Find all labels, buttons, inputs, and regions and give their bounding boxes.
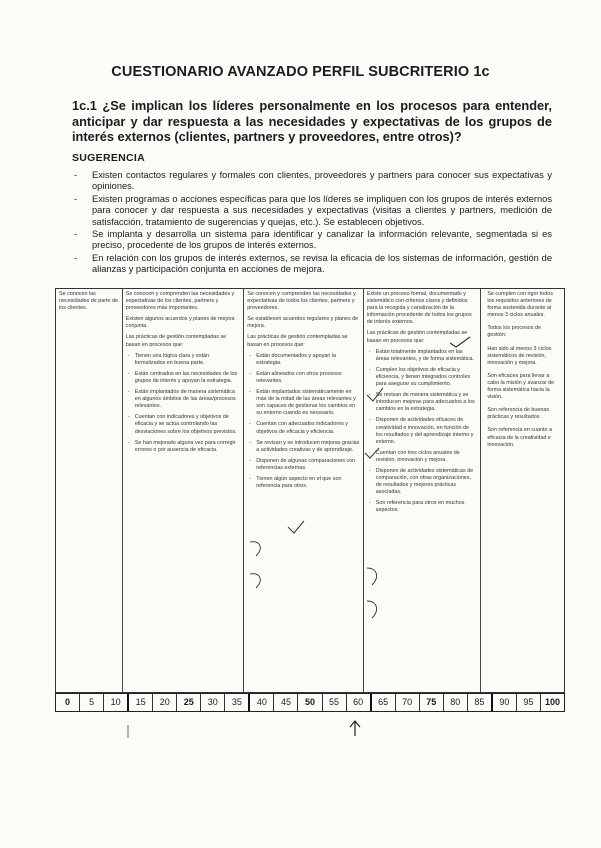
handwritten-check-icon xyxy=(448,335,472,349)
score-cell[interactable]: 90 xyxy=(493,694,517,711)
handwritten-check-icon xyxy=(365,385,385,405)
column-paragraph: Todos los procesos de gestión: xyxy=(487,325,541,339)
score-cell[interactable]: 85 xyxy=(468,694,493,711)
column-list-item: - Cuentan con indicadores y objetivos de eficacia y se actúa controlando las desviaciones sobre los objetivos previstos. xyxy=(126,414,241,435)
score-cell[interactable]: 95 xyxy=(517,694,541,711)
level-column-5 xyxy=(481,289,564,692)
suggestion-heading: SUGERENCIA xyxy=(72,152,146,164)
score-cell[interactable]: 35 xyxy=(225,694,250,711)
score-cell[interactable]: 70 xyxy=(396,694,420,711)
level-column-4 xyxy=(364,289,482,692)
level-column-1 xyxy=(56,289,123,692)
suggestion-item: - Se implanta y desarrolla un sistema para identificar y canalizar la información relevante, segmentada si es preciso, procedente de los grupos de interés externos. xyxy=(74,229,552,251)
handwritten-circle-icon xyxy=(364,565,382,587)
column-paragraph: Las prácticas de gestión contempladas se basan en procesos que: xyxy=(366,330,468,344)
question-text: 1c.1 ¿Se implican los líderes personalmente en los procesos para entender, anticipar y dar respuesta a las necesidades y expectativas de los grupos de interés externos (clientes, partners y proveedores, entre otros)? xyxy=(72,98,552,144)
suggestion-item: - En relación con los grupos de interés externos, se revisa la eficacia de los sistemas de información, gestión de alianzas y participación conjunta en acciones de mejora. xyxy=(74,252,552,275)
column-paragraph: Se establecen acuerdos regulares y planes de mejora. xyxy=(247,316,359,330)
column-list-item: - Tienen una lógica clara y están formalizados en buena parte. xyxy=(126,353,241,367)
handwritten-circle-icon xyxy=(246,570,266,590)
score-cell[interactable]: 30 xyxy=(201,694,225,711)
column-paragraph: Las prácticas de gestión contempladas se basan en procesos que: xyxy=(247,334,348,348)
column-item-list xyxy=(126,353,241,454)
score-cell[interactable]: 40 xyxy=(250,694,274,711)
handwritten-circle-icon xyxy=(246,538,266,560)
column-paragraph: Se conocen y comprenden las necesidades y expectativas de los clientes, partners y proveedores más importantes. xyxy=(125,291,235,312)
column-paragraph: Se cumplen con rigor todos los requisitos anteriores de forma sostenida durante al menos 3 ciclos anuales. xyxy=(487,291,553,319)
column-list-item: - Están implantados sistemáticamente en más de la mitad de las áreas relevantes y son capaces de gestionar los cambios en su entorno cuando es necesario. xyxy=(247,389,360,417)
suggestion-list xyxy=(72,170,552,277)
column-list-item: - Están totalmente implantados en las áreas relevantes, y de forma sistemática. xyxy=(367,349,478,363)
score-cell[interactable]: 0 xyxy=(56,694,80,711)
score-cell[interactable]: 75 xyxy=(420,694,444,711)
arrow-up-icon xyxy=(347,719,363,737)
column-item-list xyxy=(247,353,360,491)
column-paragraph: Las prácticas de gestión contempladas se basan en procesos que: xyxy=(125,334,227,348)
column-list-item: - Cumplen los objetivos de eficacia y eficiencia, y tienen integrados controles para asegurar su cumplimiento. xyxy=(367,367,478,388)
level-column-2 xyxy=(123,289,245,692)
column-list-item: - Cuentan con tres ciclos anuales de revisión, innovación y mejora. xyxy=(367,450,478,464)
column-list-item: - Disponen de algunas comparaciones con referencias externas. xyxy=(247,458,360,472)
handwritten-check-icon xyxy=(363,445,381,461)
suggestion-item: - Existen programas o acciones específicas para que los líderes se impliquen con los grupos de interés externos para conocer y dar respuesta a sus necesidades y expectativas (visitas a clientes y partners, medición de satisfacción, tratamiento de sugerencias y quejas, etc.). Se establecen objetivos. xyxy=(74,193,552,227)
score-cell[interactable]: 20 xyxy=(153,694,177,711)
column-item-list xyxy=(367,349,478,515)
column-list-item: - Son referencia para otros en muchos aspectos. xyxy=(367,500,478,514)
maturity-grid xyxy=(55,288,565,693)
document-title: CUESTIONARIO AVANZADO PERFIL SUBCRITERIO 1c xyxy=(111,64,490,80)
column-list-item: - Se revisan de manera sistemática y se introducen mejoras para adecuarlos a los cambios en la estrategia. xyxy=(367,392,478,413)
column-list-item: - Están implantados de manera sistemática en algunos ámbitos de las áreas/procesos relevantes. xyxy=(126,389,241,410)
column-list-item: - Se revisan y se introducen mejoras gracias a actividades creativas y de aprendizaje. xyxy=(247,440,360,454)
score-cell[interactable]: 65 xyxy=(372,694,396,711)
column-list-item: - Están centrados en las necesidades de los grupos de interés y apoyan la estrategia. xyxy=(126,371,241,385)
score-cell[interactable]: 45 xyxy=(274,694,298,711)
column-paragraph: Se conocen las necesidades de parte de los clientes. xyxy=(59,291,119,312)
score-cell[interactable]: 10 xyxy=(104,694,129,711)
column-paragraph: Son referencia en cuanto a eficacia de la creatividad e innovación. xyxy=(487,427,553,448)
score-cell[interactable]: 25 xyxy=(177,694,201,711)
column-paragraph: Existen algunos acuerdos y planes de mejora conjunta. xyxy=(125,316,235,330)
column-paragraph: Han sido al menos 3 ciclos sistemáticos de revisión, innovación y mejora. xyxy=(487,345,552,366)
handwritten-check-icon xyxy=(286,518,306,536)
column-paragraph: Se conocen y comprenden las necesidades y expectativas de todos los clientes, partners y proveedores. xyxy=(247,291,356,312)
score-cell[interactable]: 80 xyxy=(444,694,468,711)
column-list-item: - Se han mejorado alguna vez para corregir errores o por ausencia de eficacia. xyxy=(126,440,241,454)
score-cell[interactable]: 60 xyxy=(347,694,372,711)
column-list-item: - Disponen de actividades sistemáticas de comparación, con otras organizaciones, de resultados y mejores prácticas asociadas. xyxy=(367,468,478,496)
column-paragraph: Son referencia de buenas prácticas y resultados. xyxy=(487,407,550,421)
column-list-item: - Están documentados y apoyan la estrategia. xyxy=(247,353,360,367)
score-scale xyxy=(55,693,565,712)
column-list-item: - Están alineados con otros procesos relevantes. xyxy=(247,371,360,385)
score-cell[interactable]: 100 xyxy=(544,697,560,707)
level-column-3 xyxy=(244,289,364,692)
handwritten-circle-icon xyxy=(364,598,382,620)
score-cell[interactable]: 15 xyxy=(129,694,153,711)
column-paragraph: Son eficaces para llevar a cabo la misión y avanzar de forma sistemática hacia la visión. xyxy=(487,372,555,401)
suggestion-item: - Existen contactos regulares y formales con clientes, proveedores y partners para conocer sus expectativas y opiniones. xyxy=(74,170,552,192)
column-paragraph: Existe un proceso formal, documentado y sistemático con criterios claros y definidos para la recogida y canalización de la información procedente de todos los grupos de interés externos. xyxy=(366,291,472,326)
column-list-item: - Disponen de actividades eficaces de creatividad e innovación, en función de los resultados y del aprendizaje interno y externo. xyxy=(367,417,478,445)
score-cell[interactable]: 55 xyxy=(323,694,347,711)
pen-stroke-icon xyxy=(125,724,131,740)
column-list-item: - Cuentan con adecuados indicadores y objetivos de eficacia y eficiencia. xyxy=(247,421,360,435)
score-cell[interactable]: 50 xyxy=(298,694,322,711)
score-cell[interactable]: 5 xyxy=(80,694,104,711)
column-list-item: - Tienen algún aspecto en el que son referencia para otros. xyxy=(247,476,360,490)
